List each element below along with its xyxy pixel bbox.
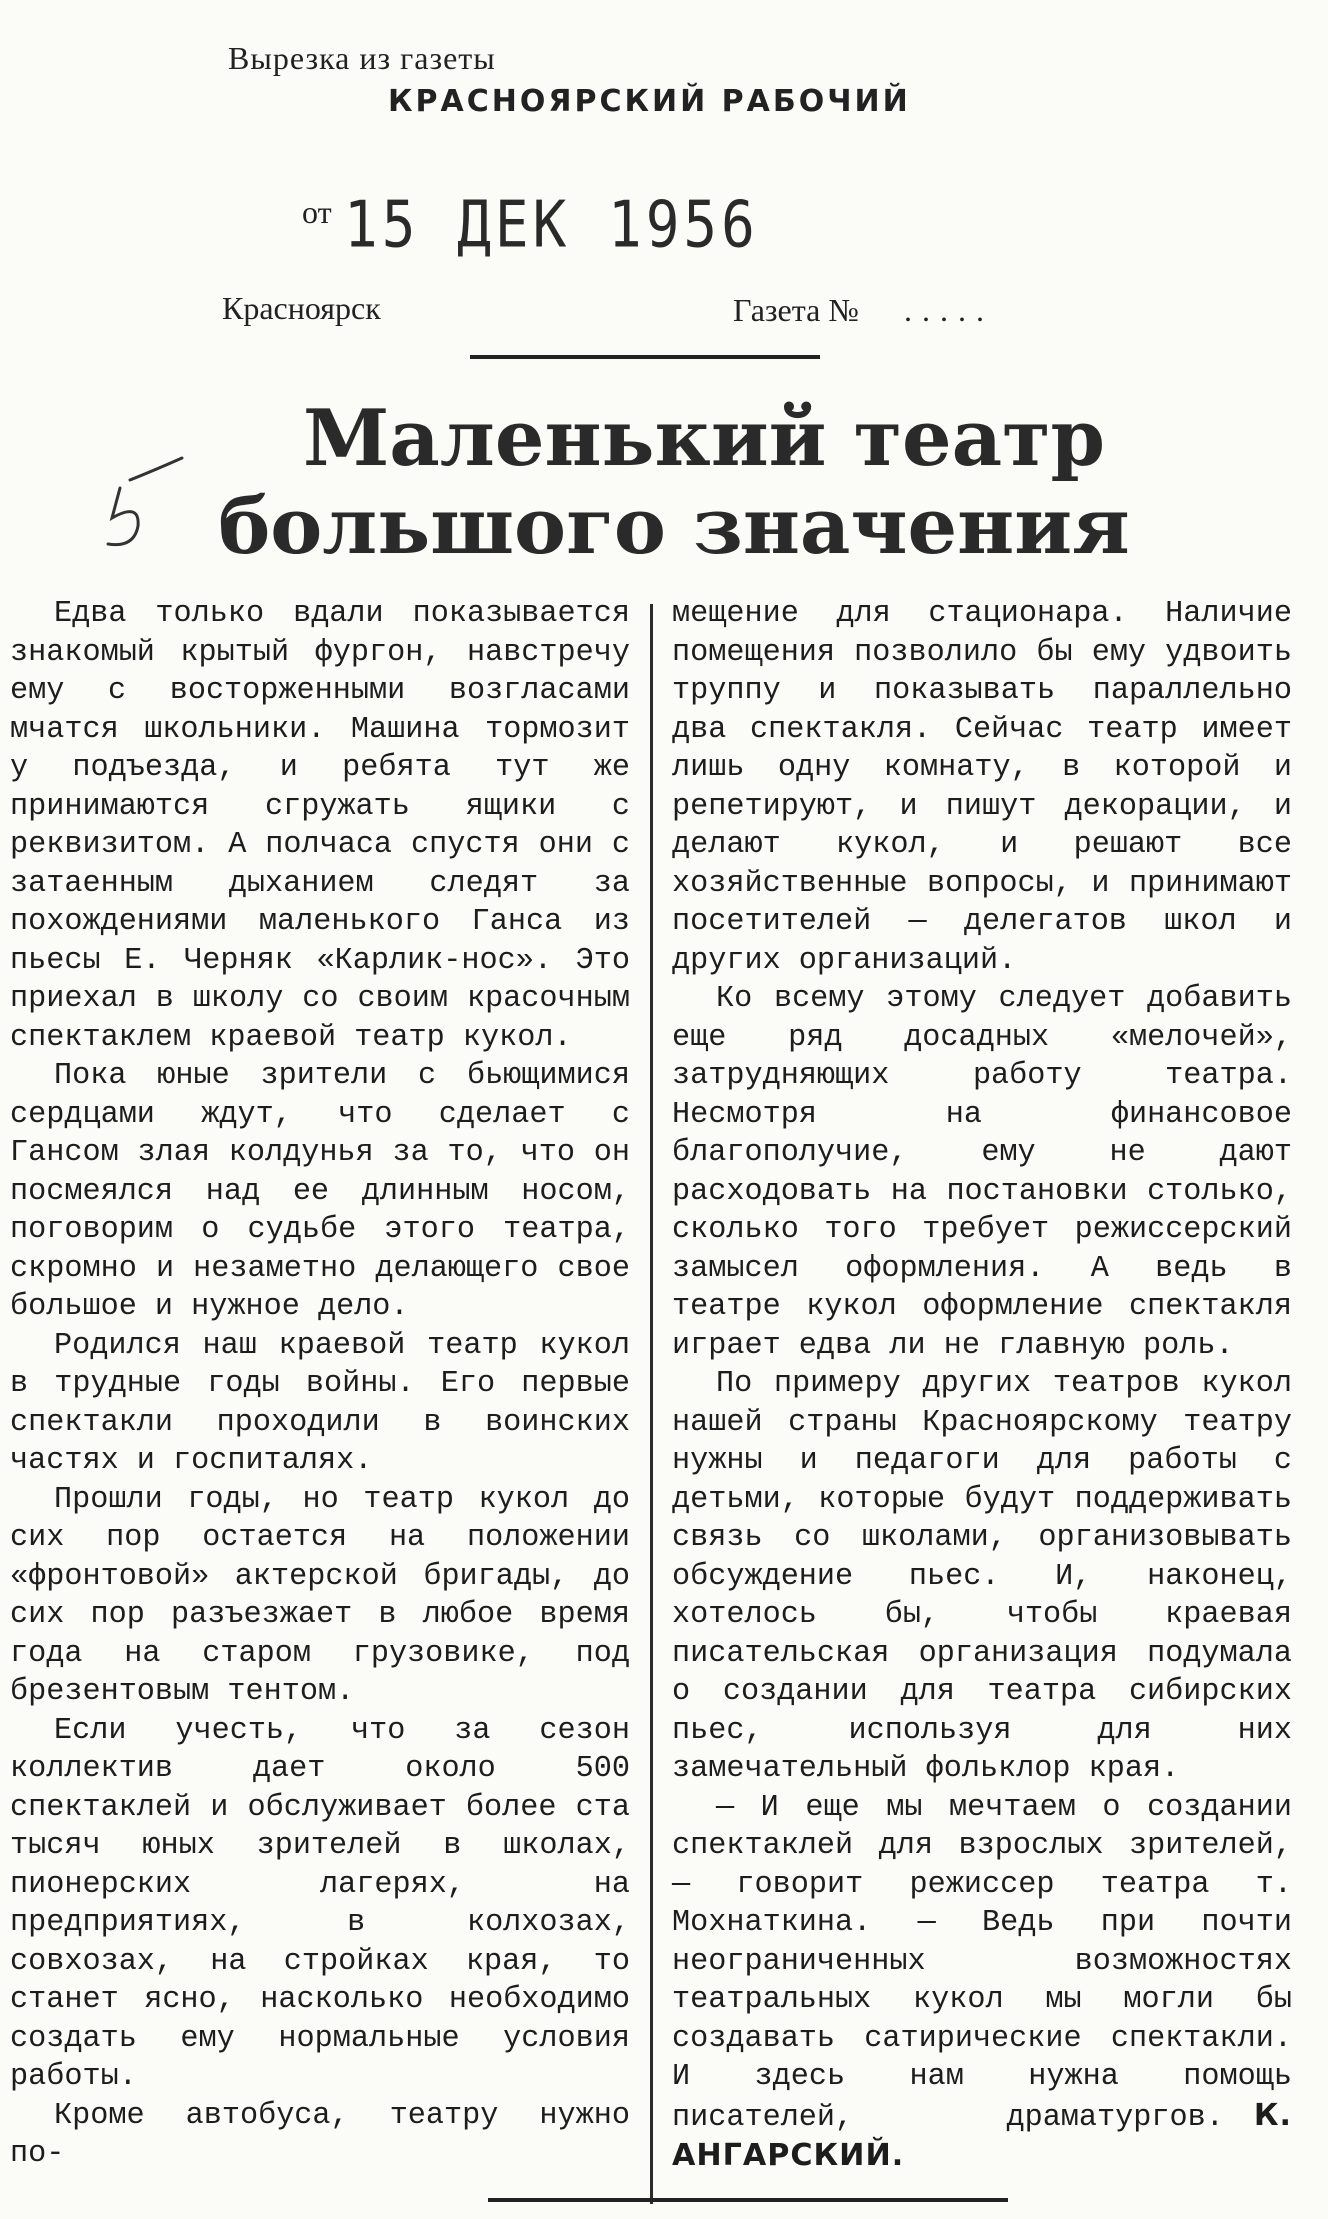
- paragraph: [672, 1789, 1292, 2178]
- date-prefix: от: [302, 194, 332, 230]
- issue-label: Газета №: [733, 292, 859, 328]
- paragraph-text: — И еще мы мечтаем о создании спектаклей для взрослых зрителей, — говорит режиссер театра т. Мохнаткина. — Ведь при почти неограниченных возможностях театральных кукол мы могли бы создавать сатирические спектакли. И здесь нам нужна помощь писателей, драматургов.: [672, 1790, 1292, 2135]
- paragraph: Если учесть, что за сезон коллектив дает около 500 спектаклей и обслуживает более ста тысяч юных зрителей в школах, пионерских лагерях, на предприятиях, в колхозах, совхозах, на стройках края, то станет ясно, насколько необходимо создать ему нормальные условия работы.: [10, 1713, 630, 2094]
- paragraph: Кроме автобуса, театру нужно по-: [10, 2098, 630, 2171]
- footer-divider: [488, 2198, 1008, 2202]
- newspaper-name: КРАСНОЯРСКИЙ РАБОЧИЙ: [388, 84, 911, 119]
- article-title-line-2: большого значения: [218, 481, 1130, 572]
- header-divider: [470, 355, 820, 359]
- clipping-label: Вырезка из газеты: [228, 40, 496, 76]
- paragraph: Прошли годы, но театр кукол до сих пор остается на положении «фронтовой» актерской бригады, до сих пор разъезжает в любое время года на старом грузовике, под брезентовым тентом.: [10, 1482, 630, 1709]
- issue-number: .....: [904, 292, 994, 328]
- paragraph: По примеру других театров кукол нашей страны Красноярскому театру нужны и педагоги для работы с детьми, которые будут поддерживать связь со школами, организовывать обсуждение пьес. И, наконец, хотелось бы, чтобы краевая писательская организация подумала о создании для театра сибирских пьес, используя для них замечательный фольклор края.: [672, 1367, 1292, 1786]
- paragraph: Родился наш краевой театр кукол в трудные годы войны. Его первые спектакли проходили в воинских частях и госпиталях.: [10, 1328, 630, 1478]
- column-divider: [650, 604, 653, 2204]
- article-title-line-1: Маленький театр: [302, 393, 1106, 484]
- article-column-left: [10, 595, 630, 2174]
- paragraph: Пока юные зрители с бьющимися сердцами ждут, что сделает с Гансом злая колдунья за то, что он посмеялся над ее длинным носом, поговорим о судьбе этого театра, скромно и незаметно делающего свое большое и нужное дело.: [10, 1059, 630, 1324]
- paragraph: Ко всему этому следует добавить еще ряд досадных «мелочей», затрудняющих работу театра. Несмотря на финансовое благополучие, ему не дают расходовать на постановки столько, сколько того требует режиссерский замысел оформления. А ведь в театре кукол оформление спектакля играет едва ли не главную роль.: [672, 982, 1292, 1363]
- paragraph: Едва только вдали показывается знакомый крытый фургон, навстречу ему с восторженными возгласами мчатся школьники. Машина тормозит у подъезда, и ребята тут же принимаются сгружать ящики с реквизитом. А полчаса спустя они с затаенным дыханием следят за похождениями маленького Ганса из пьесы Е. Черняк «Карлик-нос». Это приехал в школу со своим красочным спектаклем краевой театр кукол.: [10, 597, 630, 1055]
- date-stamp: 15 ДЕК 1956: [344, 188, 759, 263]
- paragraph: мещение для стационара. Наличие помещения позволило бы ему удвоить труппу и показывать параллельно два спектакля. Сейчас театр имеет лишь одну комнату, в которой и репетируют, и пишут декорации, и делают кукол, и решают все хозяйственные вопросы, и принимают посетителей — делегатов школ и других организаций.: [672, 597, 1292, 978]
- city-label: Красноярск: [222, 290, 381, 326]
- author-signature: К. АНГАРСКИЙ.: [672, 2097, 1292, 2173]
- article-column-right: [672, 595, 1292, 2178]
